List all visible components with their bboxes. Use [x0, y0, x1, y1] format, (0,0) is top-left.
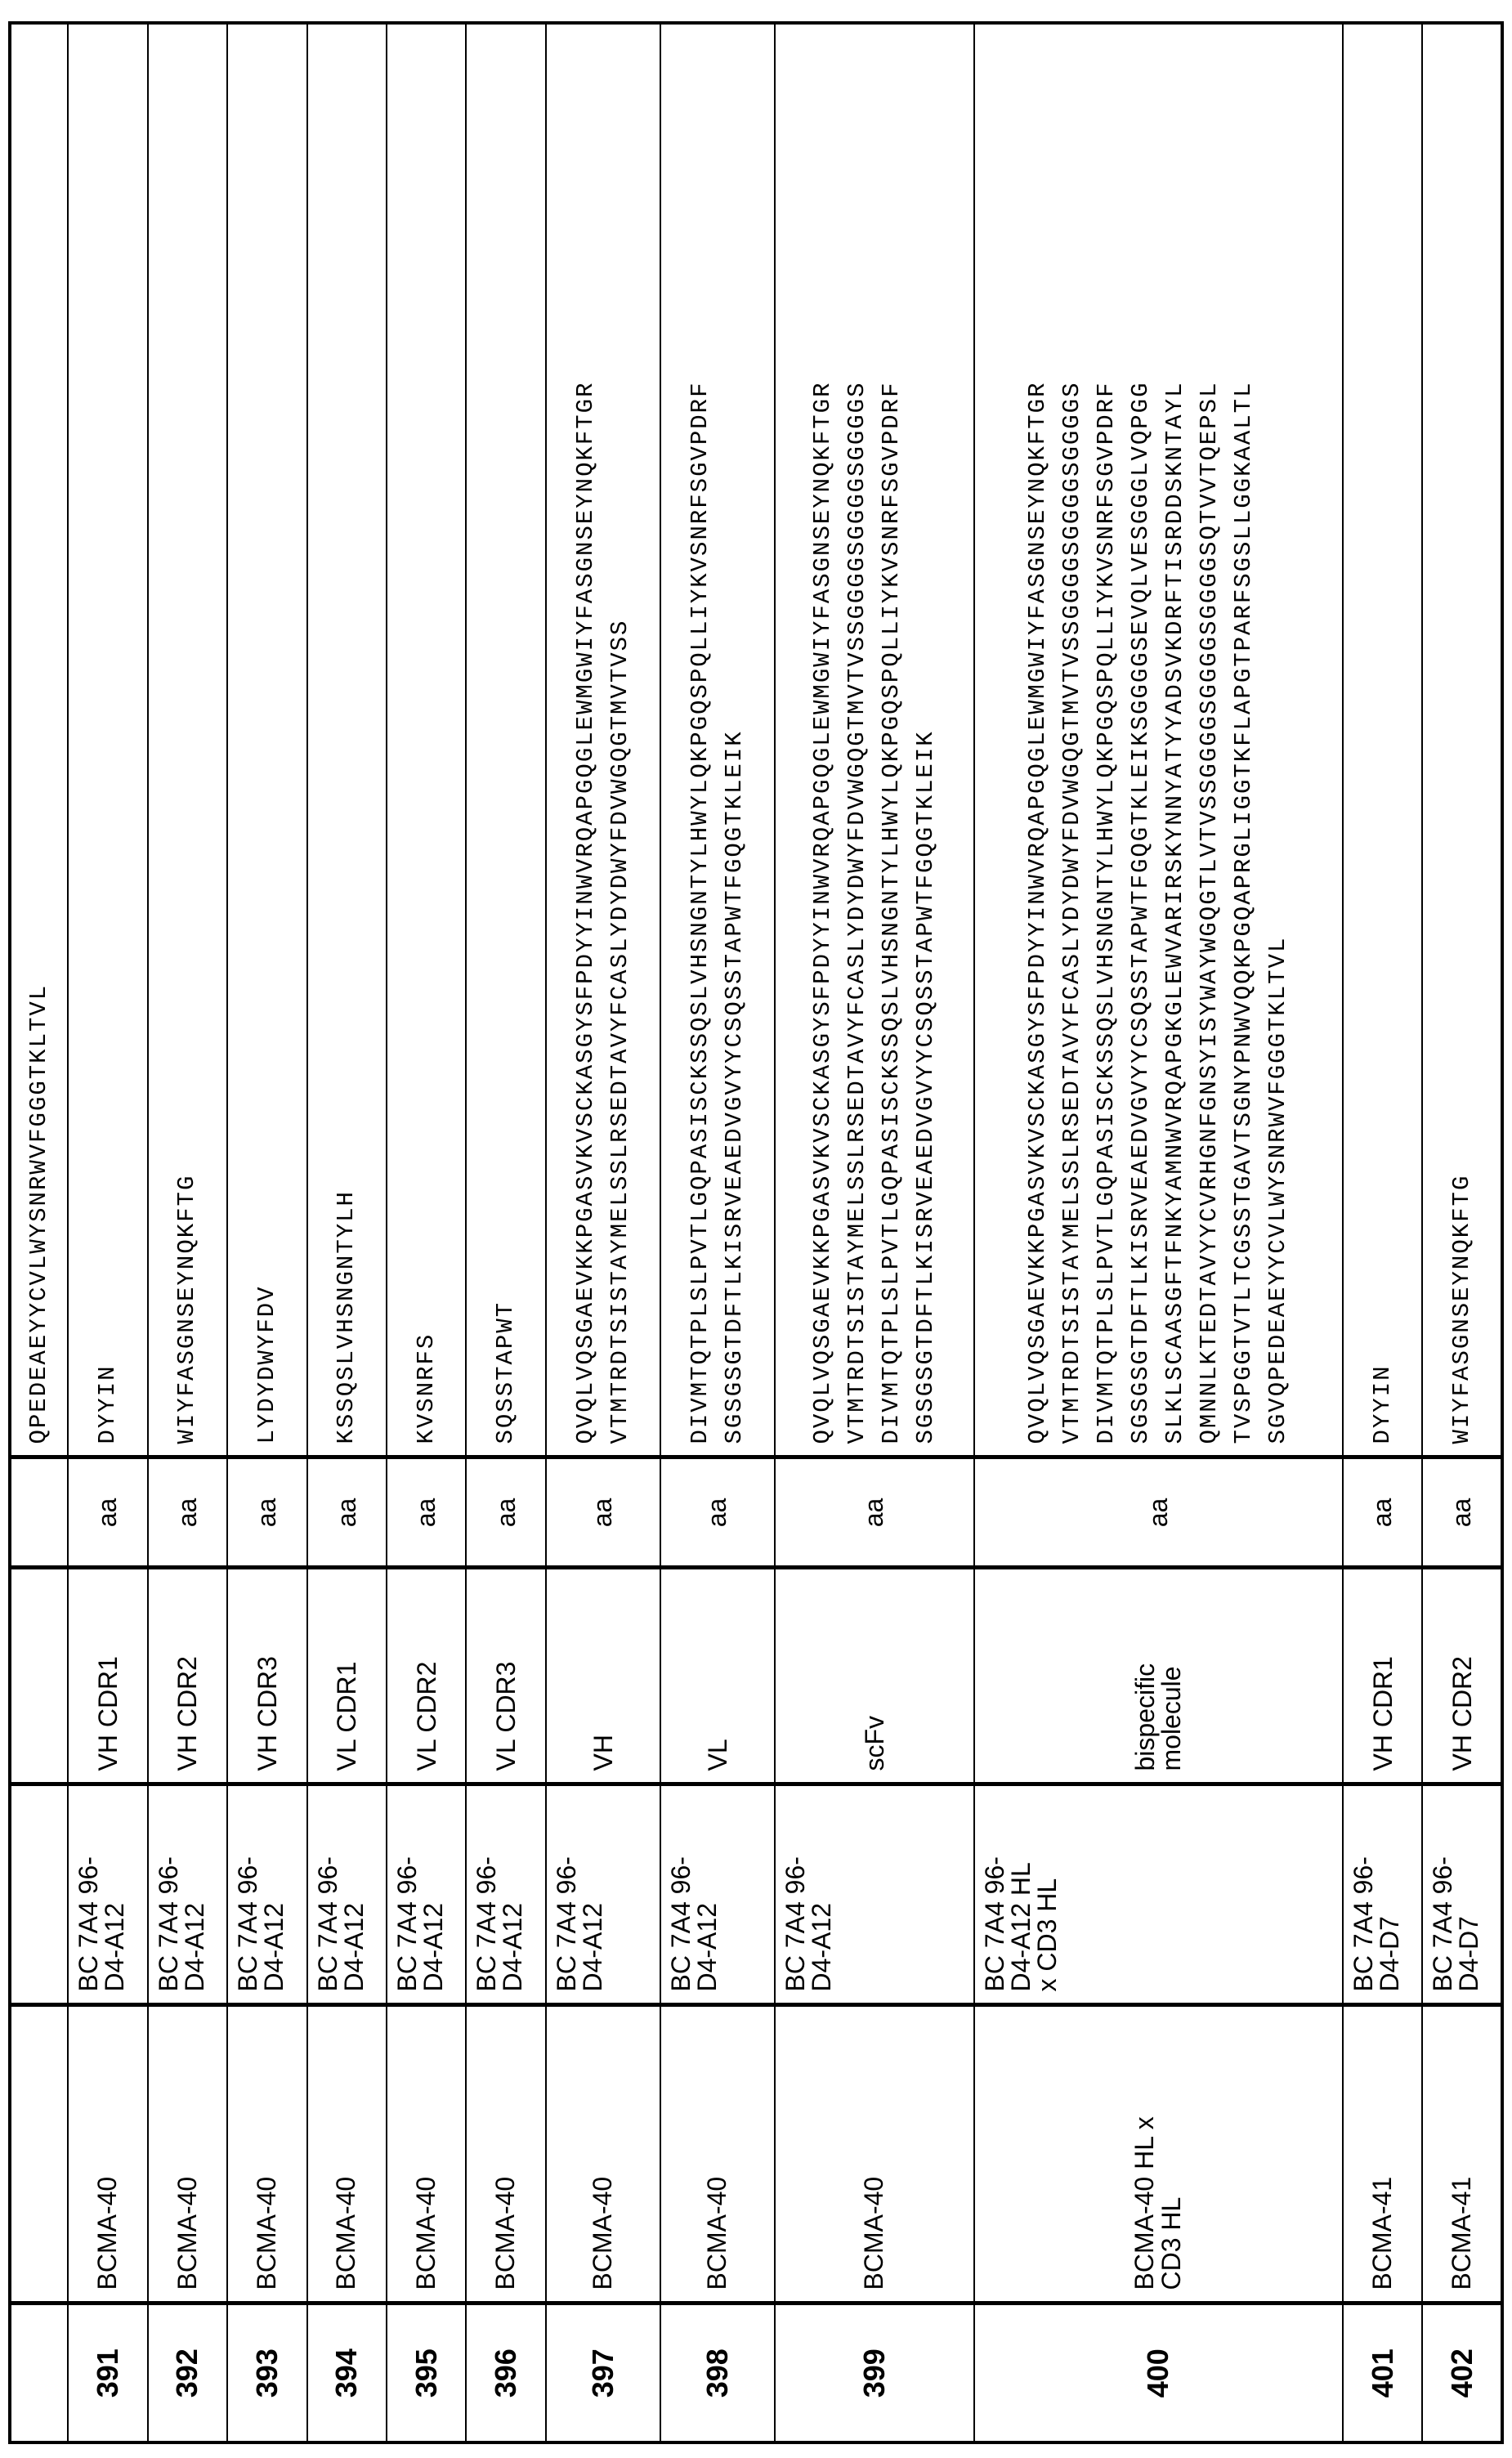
source-line: BC 7A4 96- [1349, 1856, 1379, 1992]
table-row [466, 23, 545, 2442]
sequence-cell [660, 23, 775, 1457]
sequence-line: QPEDEAEYYCVLWYSNRWVFGGGTKLTVL [25, 983, 53, 1444]
source-line: BC 7A4 96- [233, 1856, 263, 1992]
table-row [546, 23, 660, 2442]
table-row [68, 23, 147, 2442]
designation-cell: BCMA-40 [775, 2005, 974, 2304]
seq-id-cell: 398 [660, 2304, 775, 2442]
format-cell: scFv [775, 1568, 974, 1784]
source-cell [387, 1784, 466, 2005]
type-cell: aa [660, 1457, 775, 1568]
sequence-cell [10, 23, 68, 1457]
source-line: D4-A12 [691, 1903, 722, 1992]
sequence-cell [974, 23, 1343, 1457]
source-line: D4-A12 [338, 1903, 369, 1992]
source-line: D4-A12 [498, 1903, 528, 1992]
sequence-table [8, 21, 1504, 2444]
table-row [148, 23, 227, 2442]
type-cell: aa [466, 1457, 545, 1568]
designation-cell: BCMA-40 [307, 2005, 387, 2304]
sequence-cell [227, 23, 306, 1457]
sequence-line: TVSPGGTVTLTCGSSTGAVTSGNYPNWVQQKPGQAPRGLIGGTKFLAPGTPARFSGSLLGGKAALTL [1230, 381, 1258, 1444]
seq-id-cell: 400 [974, 2304, 1343, 2442]
sequence-cell [307, 23, 387, 1457]
sequence-line: QMNNLKTEDTAVYYCVRHGNFGNSYISYWAYWGQGTLVTVSSGGGGSGGGGSGGGGSQTVVTQEPSL [1196, 381, 1223, 1444]
designation-cell: BCMA-40 [148, 2005, 227, 2304]
table-row [387, 23, 466, 2442]
sequence-line: SQSSTAPWT [491, 1301, 519, 1444]
format-cell: VH CDR3 [227, 1568, 306, 1784]
table-row [1343, 23, 1422, 2442]
type-cell: aa [775, 1457, 974, 1568]
seq-id-cell: 402 [1422, 2304, 1502, 2442]
source-cell [1343, 1784, 1422, 2005]
sequence-cell [68, 23, 147, 1457]
sequence-line: KSSQSLVHSNGNTYLH [333, 1190, 360, 1444]
designation-cell: BCMA-40 [387, 2005, 466, 2304]
source-cell [10, 1784, 68, 2005]
format-line: bispecific [1130, 1663, 1161, 1771]
table-row [974, 23, 1343, 2442]
type-cell [10, 1457, 68, 1568]
source-cell [775, 1784, 974, 2005]
source-cell [148, 1784, 227, 2005]
sequence-line: SGSGSGTDFTLKISRVEAEDVGVYYCSQSSTAPWTFGQGTKLEIK [911, 730, 939, 1444]
source-line: BC 7A4 96- [312, 1856, 342, 1992]
seq-id-cell: 396 [466, 2304, 545, 2442]
source-line: D4-A12 [179, 1903, 209, 1992]
type-cell: aa [68, 1457, 147, 1568]
designation-cell [10, 2005, 68, 2304]
sequence-line: WIYFASGNSEYNQKFTG [173, 1174, 201, 1444]
designation-cell: BCMA-40 [227, 2005, 306, 2304]
type-cell: aa [148, 1457, 227, 1568]
source-line: BC 7A4 96- [979, 1856, 1009, 1992]
seq-id-cell: 395 [387, 2304, 466, 2442]
table-row [660, 23, 775, 2442]
sequence-cell [546, 23, 660, 1457]
designation-cell: BCMA-41 [1422, 2005, 1502, 2304]
designation-line: CD3 HL [1156, 2196, 1187, 2290]
sequence-line: DYYIN [93, 1364, 121, 1444]
source-line: D4-D7 [1375, 1916, 1405, 1992]
designation-cell: BCMA-40 [466, 2005, 545, 2304]
sequence-line: DIVMTQTPLSLPVTLGQPASISCKSSQSLVHSNGNTYLHWYLQKPGQSPQLLIYKVSNRFSGVPDRF [1093, 381, 1121, 1444]
source-line: D4-A12 [259, 1903, 289, 1992]
sequence-line: DIVMTQTPLSLPVTLGQPASISCKSSQSLVHSNGNTYLHWYLQKPGQSPQLLIYKVSNRFSGVPDRF [686, 381, 714, 1444]
source-line: D4-A12 [418, 1903, 448, 1992]
table-row-continuation [10, 23, 68, 2442]
format-cell: VH CDR2 [148, 1568, 227, 1784]
sequence-line: LYDYDWYFDV [253, 1285, 280, 1444]
type-cell: aa [227, 1457, 306, 1568]
sequence-line: VTMTRDTSISTAYMELSSLRSEDTAVYFCASLYDYDWYFDVWGQGTMVTVSS [606, 619, 633, 1444]
source-line: BC 7A4 96- [551, 1856, 581, 1992]
source-line: BC 7A4 96- [665, 1856, 696, 1992]
type-cell: aa [307, 1457, 387, 1568]
table-row [227, 23, 306, 2442]
source-line: BC 7A4 96- [1428, 1856, 1458, 1992]
seq-id-cell: 394 [307, 2304, 387, 2442]
table-row [307, 23, 387, 2442]
sequence-line: SGVQPEDEAEYYCVLWYSNRWVFGGGTKLTVL [1264, 936, 1292, 1444]
type-cell: aa [387, 1457, 466, 1568]
sequence-cell [148, 23, 227, 1457]
seq-id-cell [10, 2304, 68, 2442]
sequence-cell [466, 23, 545, 1457]
sequence-line: DYYIN [1368, 1364, 1396, 1444]
source-cell [546, 1784, 660, 2005]
sequence-line: KVSNRFS [412, 1332, 440, 1444]
seq-id-cell: 393 [227, 2304, 306, 2442]
designation-cell: BCMA-40 [660, 2005, 775, 2304]
sequence-cell [1422, 23, 1502, 1457]
source-cell [68, 1784, 147, 2005]
sequence-cell [1343, 23, 1422, 1457]
designation-cell [974, 2005, 1343, 2304]
source-line: D4-A12 HL [1005, 1862, 1036, 1992]
source-cell [660, 1784, 775, 2005]
source-cell [307, 1784, 387, 2005]
designation-cell: BCMA-41 [1343, 2005, 1422, 2304]
type-cell: aa [546, 1457, 660, 1568]
table-row [1422, 23, 1502, 2442]
sequence-line: WIYFASGNSEYNQKFTG [1447, 1174, 1475, 1444]
rotated-page [8, 25, 1504, 2444]
source-line: BC 7A4 96- [472, 1856, 502, 1992]
sequence-line: QVQLVQSGAEVKKPGASVKVSCKASGYSFPDYYINWVRQAPGQGLEWMGWIYFASGNSEYNQKFTGR [1024, 381, 1052, 1444]
type-cell: aa [1343, 1457, 1422, 1568]
type-cell: aa [974, 1457, 1343, 1568]
designation-cell: BCMA-40 [68, 2005, 147, 2304]
sequence-cell [775, 23, 974, 1457]
source-line: BC 7A4 96- [391, 1856, 422, 1992]
source-line: BC 7A4 96- [781, 1856, 811, 1992]
sequence-line: VTMTRDTSISTAYMELSSLRSEDTAVYFCASLYDYDWYFDVWGQGTMVTVSSGGGGSGGGGSGGGGS [843, 381, 870, 1444]
format-cell: VL CDR2 [387, 1568, 466, 1784]
sequence-line: VTMTRDTSISTAYMELSSLRSEDTAVYFCASLYDYDWYFDVWGQGTMVTVSSGGGGSGGGGSGGGGS [1058, 381, 1086, 1444]
seq-id-cell: 399 [775, 2304, 974, 2442]
source-line: D4-D7 [1454, 1916, 1484, 1992]
source-line: D4-A12 [807, 1903, 837, 1992]
format-cell: VL [660, 1568, 775, 1784]
format-line: molecule [1156, 1666, 1187, 1771]
format-cell: VH CDR1 [68, 1568, 147, 1784]
source-line: BC 7A4 96- [74, 1856, 104, 1992]
table-row [775, 23, 974, 2442]
sequence-line: QVQLVQSGAEVKKPGASVKVSCKASGYSFPDYYINWVRQAPGQGLEWMGWIYFASGNSEYNQKFTGR [571, 381, 599, 1444]
sequence-cell [387, 23, 466, 1457]
format-cell: VH [546, 1568, 660, 1784]
source-cell [974, 1784, 1343, 2005]
source-cell [1422, 1784, 1502, 2005]
format-cell [10, 1568, 68, 1784]
source-line: D4-A12 [100, 1903, 130, 1992]
type-cell: aa [1422, 1457, 1502, 1568]
seq-id-cell: 397 [546, 2304, 660, 2442]
source-line: BC 7A4 96- [153, 1856, 183, 1992]
format-cell: VH CDR2 [1422, 1568, 1502, 1784]
format-cell: VL CDR3 [466, 1568, 545, 1784]
sequence-line: DIVMTQTPLSLPVTLGQPASISCKSSQSLVHSNGNTYLHWYLQKPGQSPQLLIYKVSNRFSGVPDRF [877, 381, 905, 1444]
sequence-line: SGSGSGTDFTLKISRVEAEDVGVYYCSQSSTAPWTFGQGTKLEIK [720, 730, 748, 1444]
format-cell: VL CDR1 [307, 1568, 387, 1784]
sequence-line: SGSGSGTDFTLKISRVEAEDVGVYYCSQSSTAPWTFGQGTKLEIKSGGGGSEVQLVESGGGLVQPGG [1127, 381, 1155, 1444]
sequence-line: QVQLVQSGAEVKKPGASVKVSCKASGYSFPDYYINWVRQAPGQGLEWMGWIYFASGNSEYNQKFTGR [808, 381, 836, 1444]
seq-id-cell: 401 [1343, 2304, 1422, 2442]
source-line: x CD3 HL [1031, 1878, 1062, 1992]
source-line: D4-A12 [577, 1903, 607, 1992]
sequence-line: SLKLSCAASGFTFNKYAMNWVRQAPGKGLEWVARIRSKYNNYATYYADSVKDRFTISRDDSKNTAYL [1161, 381, 1189, 1444]
designation-line: BCMA-40 HL x [1129, 2116, 1159, 2290]
seq-id-cell: 391 [68, 2304, 147, 2442]
source-cell [227, 1784, 306, 2005]
source-cell [466, 1784, 545, 2005]
format-cell [974, 1568, 1343, 1784]
format-cell: VH CDR1 [1343, 1568, 1422, 1784]
seq-id-cell: 392 [148, 2304, 227, 2442]
designation-cell: BCMA-40 [546, 2005, 660, 2304]
